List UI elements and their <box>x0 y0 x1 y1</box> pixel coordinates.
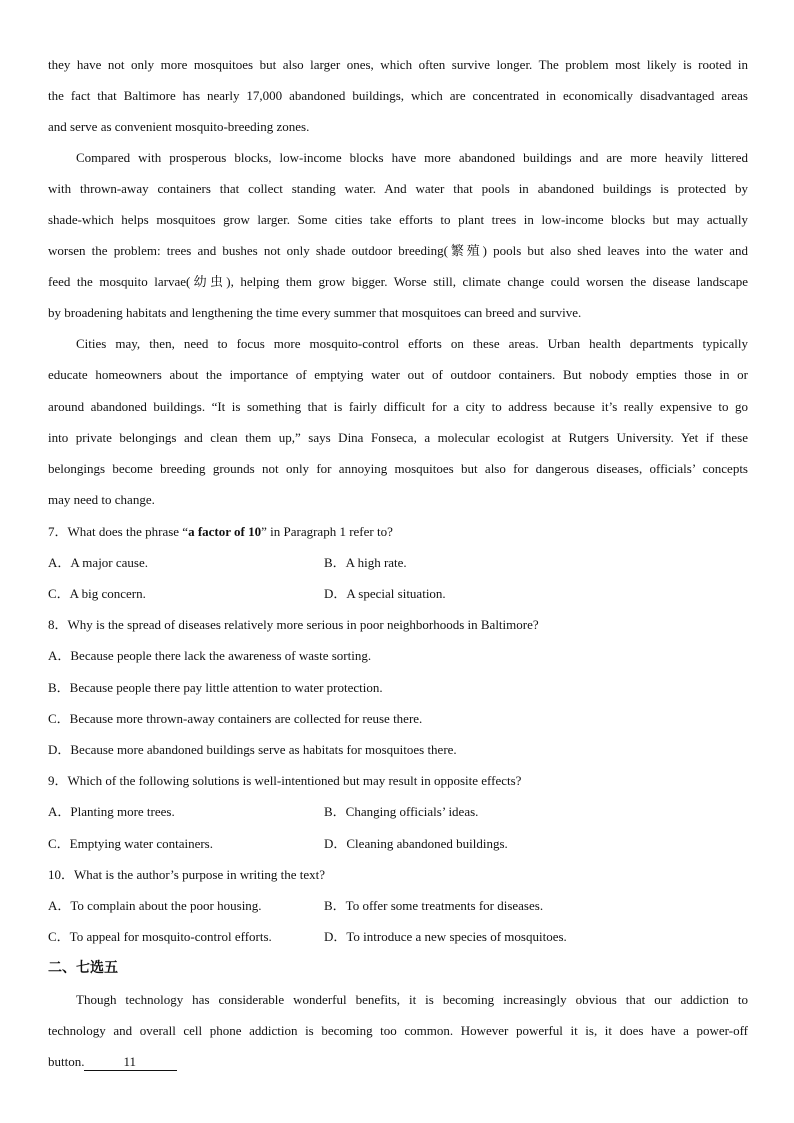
section-2-line: Though technology has considerable wonderful benefits, it is becoming increasingly obvious that our addiction to <box>76 992 748 1007</box>
question-8-option-b[interactable]: B．Because people there pay little attention to water protection. <box>48 680 383 695</box>
question-10-option-b[interactable]: B．To offer some treatments for diseases. <box>324 898 544 913</box>
passage-line: feed the mosquito larvae(幼虫), helping them grow bigger. Worse still, climate change could worsen the disease landscape <box>48 274 748 289</box>
question-9-option-c[interactable]: C．Emptying water containers. <box>48 836 213 851</box>
question-8-option-c[interactable]: C．Because more thrown-away containers are collected for reuse there. <box>48 711 423 726</box>
passage-line: shade-which helps mosquitoes grow larger. Some cities take efforts to plant trees in low-income blocks but may actually <box>48 212 748 227</box>
passage-line: into private belongings and clean them up,” says Dina Fonseca, a molecular ecologist at Rutgers University. Yet if these <box>48 430 748 445</box>
passage-line: worsen the problem: trees and bushes not only shade outdoor breeding(繁殖) pools but also shed leaves into the water and <box>48 243 748 258</box>
question-7-phrase: a factor of 10 <box>188 524 262 539</box>
question-10-stem: 10．What is the author’s purpose in writing the text? <box>48 867 326 882</box>
passage-line: educate homeowners about the importance of emptying water out of outdoor containers. But nobody empties those in or <box>48 367 748 382</box>
passage-line: by broadening habitats and lengthening the time every summer that mosquitoes can breed and survive. <box>48 305 582 320</box>
passage-line: may need to change. <box>48 492 155 507</box>
passage-line: they have not only more mosquitoes but also larger ones, which often survive longer. The problem most likely is rooted in <box>48 57 748 72</box>
question-7-option-c[interactable]: C．A big concern. <box>48 586 146 601</box>
question-9-option-b[interactable]: B．Changing officials’ ideas. <box>324 804 479 819</box>
question-7-option-b[interactable]: B．A high rate. <box>324 555 407 570</box>
passage-line: with thrown-away containers that collect standing water. And water that pools in abandoned buildings is protected by <box>48 181 748 196</box>
blank-11[interactable] <box>84 1054 177 1071</box>
passage-line: belongings become breeding grounds not only for annoying mosquitoes but also for dangerous diseases, officials’ concepts <box>48 461 748 476</box>
question-10-option-c[interactable]: C．To appeal for mosquito-control efforts. <box>48 929 272 944</box>
question-9-option-d[interactable]: D．Cleaning abandoned buildings. <box>324 836 508 851</box>
passage-line: around abandoned buildings. “It is something that is fairly difficult for a city to address because it’s really expensive to go <box>48 399 748 414</box>
question-7-suffix: ” in Paragraph 1 refer to? <box>261 524 393 539</box>
question-8-option-a[interactable]: A．Because people there lack the awareness of waste sorting. <box>48 648 372 663</box>
question-7-prefix: 7．What does the phrase “ <box>48 524 189 539</box>
question-9-stem: 9．Which of the following solutions is well-intentioned but may result in opposite effects? <box>48 773 522 788</box>
question-7-stem <box>48 516 748 547</box>
question-10-option-a[interactable]: A．To complain about the poor housing. <box>48 898 262 913</box>
question-7-option-d[interactable]: D．A special situation. <box>324 586 446 601</box>
section-2-last-line <box>48 1046 748 1077</box>
question-10-option-d[interactable]: D．To introduce a new species of mosquitoes. <box>324 929 567 944</box>
section-2-last-text: button. <box>48 1054 85 1069</box>
question-7-option-a[interactable]: A．A major cause. <box>48 555 149 570</box>
section-2-line: technology and overall cell phone addiction is becoming too common. However powerful it is, it does have a power-off <box>48 1023 748 1038</box>
passage-line: the fact that Baltimore has nearly 17,000 abandoned buildings, which are concentrated in economically disadvantaged areas <box>48 88 748 103</box>
passage-line: Compared with prosperous blocks, low-income blocks have more abandoned buildings and are more heavily littered <box>76 150 748 165</box>
passage-line: and serve as convenient mosquito-breeding zones. <box>48 119 310 134</box>
question-9-option-a[interactable]: A．Planting more trees. <box>48 804 175 819</box>
question-8-stem: 8．Why is the spread of diseases relatively more serious in poor neighborhoods in Baltimore? <box>48 617 539 632</box>
blank-number: 11 <box>123 1054 137 1069</box>
passage-line: Cities may, then, need to focus more mosquito-control efforts on these areas. Urban health departments typically <box>76 336 748 351</box>
question-8-option-d[interactable]: D．Because more abandoned buildings serve as habitats for mosquitoes there. <box>48 742 457 757</box>
section-heading: 二、七选五 <box>48 960 118 976</box>
